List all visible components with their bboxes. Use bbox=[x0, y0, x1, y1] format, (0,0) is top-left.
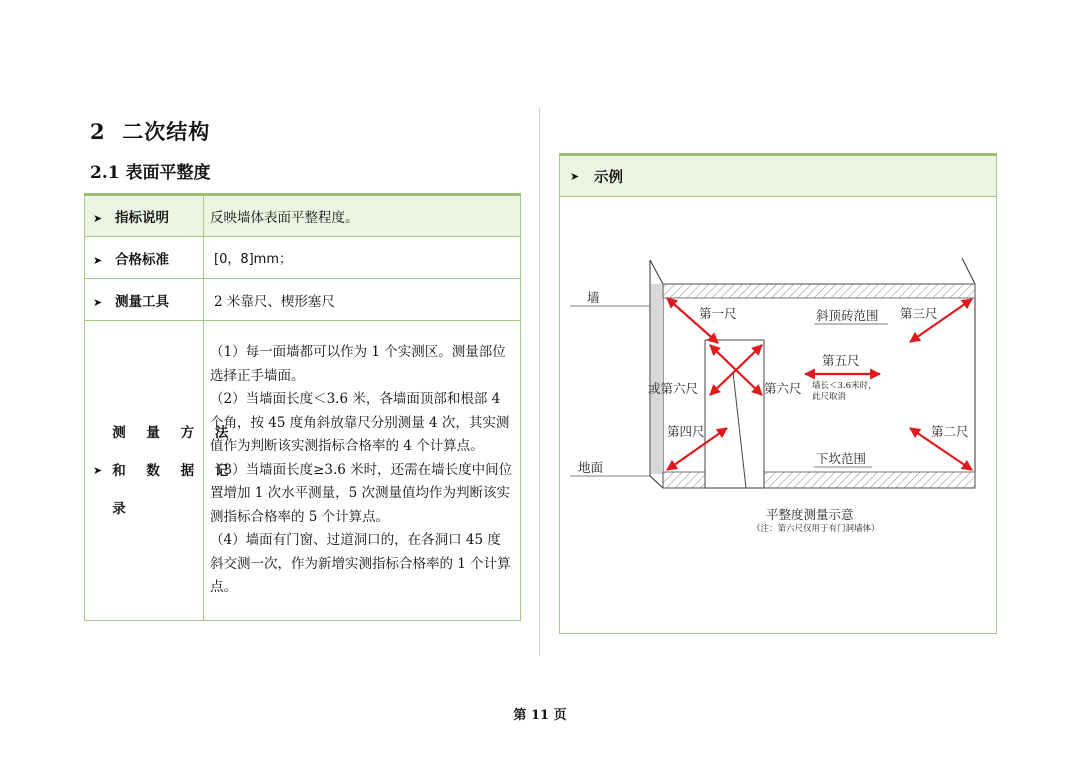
bottom-curb-hatch-left bbox=[663, 472, 705, 488]
note-line-1: 墙长＜3.6米时， bbox=[812, 381, 877, 391]
note-line-2: 此尺取消 bbox=[812, 392, 847, 402]
row-label: 合格标准 bbox=[115, 251, 169, 268]
top-brick-label: 斜顶砖范围 bbox=[816, 308, 879, 323]
top-brick-hatch bbox=[663, 284, 975, 298]
ruler-3-label: 第三尺 bbox=[900, 306, 938, 321]
wall-label: 墙 bbox=[587, 290, 600, 305]
page-number: 第 11 页 bbox=[513, 708, 567, 723]
row-label: 测量工具 bbox=[115, 293, 169, 310]
ruler-1-label: 第一尺 bbox=[699, 306, 737, 321]
method-label-line: 测 量 方 法 bbox=[112, 424, 237, 441]
bottom-curb-label: 下坎范围 bbox=[816, 451, 867, 466]
example-title: 示例 bbox=[594, 168, 623, 186]
bottom-curb-hatch-right bbox=[764, 472, 975, 488]
arrow-bullet-icon: ➤ bbox=[93, 295, 103, 309]
row-value: 反映墙体表面平整程度。 bbox=[204, 195, 521, 237]
subsection-number: 2.1 bbox=[90, 163, 120, 183]
section-number: 2 bbox=[90, 119, 106, 144]
method-label-line: 录 bbox=[112, 500, 134, 517]
arrow-bullet-icon: ➤ bbox=[570, 169, 580, 183]
row-label: 指标说明 bbox=[115, 210, 169, 226]
diagram-sub-caption: （注：第六尺仅用于有门洞墙体） bbox=[752, 524, 880, 534]
ruler-2-label: 第二尺 bbox=[931, 424, 969, 439]
door-opening bbox=[705, 340, 764, 488]
arrow-bullet-icon: ➤ bbox=[93, 212, 103, 225]
row-value: [0，8]mm； bbox=[204, 237, 521, 279]
ruler-6-label: 第六尺 bbox=[764, 381, 802, 396]
method-paragraph: （1）每一面墙都可以作为 1 个实测区。测量部位选择正手墙面。 bbox=[210, 344, 506, 384]
method-label-line: 和 数 据 记 bbox=[112, 462, 237, 479]
ruler-4-label: 第四尺 bbox=[667, 424, 705, 439]
ground-label: 地面 bbox=[578, 460, 604, 475]
ruler-5-label: 第五尺 bbox=[822, 353, 860, 368]
method-paragraph: （2）当墙面长度＜3.6 米，各墙面顶部和根部 4 个角，按 45 度角斜放靠尺分别测量 4 次，其实测值作为判断该实测指标合格率的 4 个计算点。 bbox=[210, 391, 510, 455]
method-paragraph: （4）墙面有门窗、过道洞口的，在各洞口 45 度斜交测一次，作为新增实测指标合格率的 1 个计算点。 bbox=[210, 532, 511, 596]
arrow-bullet-icon: ➤ bbox=[93, 253, 103, 267]
method-paragraph: （3）当墙面长度≥3.6 米时，还需在墙长度中间位置增加 1 次水平测量，5 次测量值均作为判断该实测指标合格率的 5 个计算点。 bbox=[210, 461, 513, 525]
side-wall-shade bbox=[651, 284, 663, 474]
arrow-bullet-icon: ➤ bbox=[93, 464, 103, 477]
diagram-caption: 平整度测量示意 bbox=[766, 507, 854, 522]
section-title: 二次结构 bbox=[122, 119, 211, 144]
subsection-title: 表面平整度 bbox=[125, 163, 211, 183]
or-ruler-6-label: 或第六尺 bbox=[648, 381, 699, 396]
row-value: 2 米靠尺、楔形塞尺 bbox=[204, 279, 521, 321]
